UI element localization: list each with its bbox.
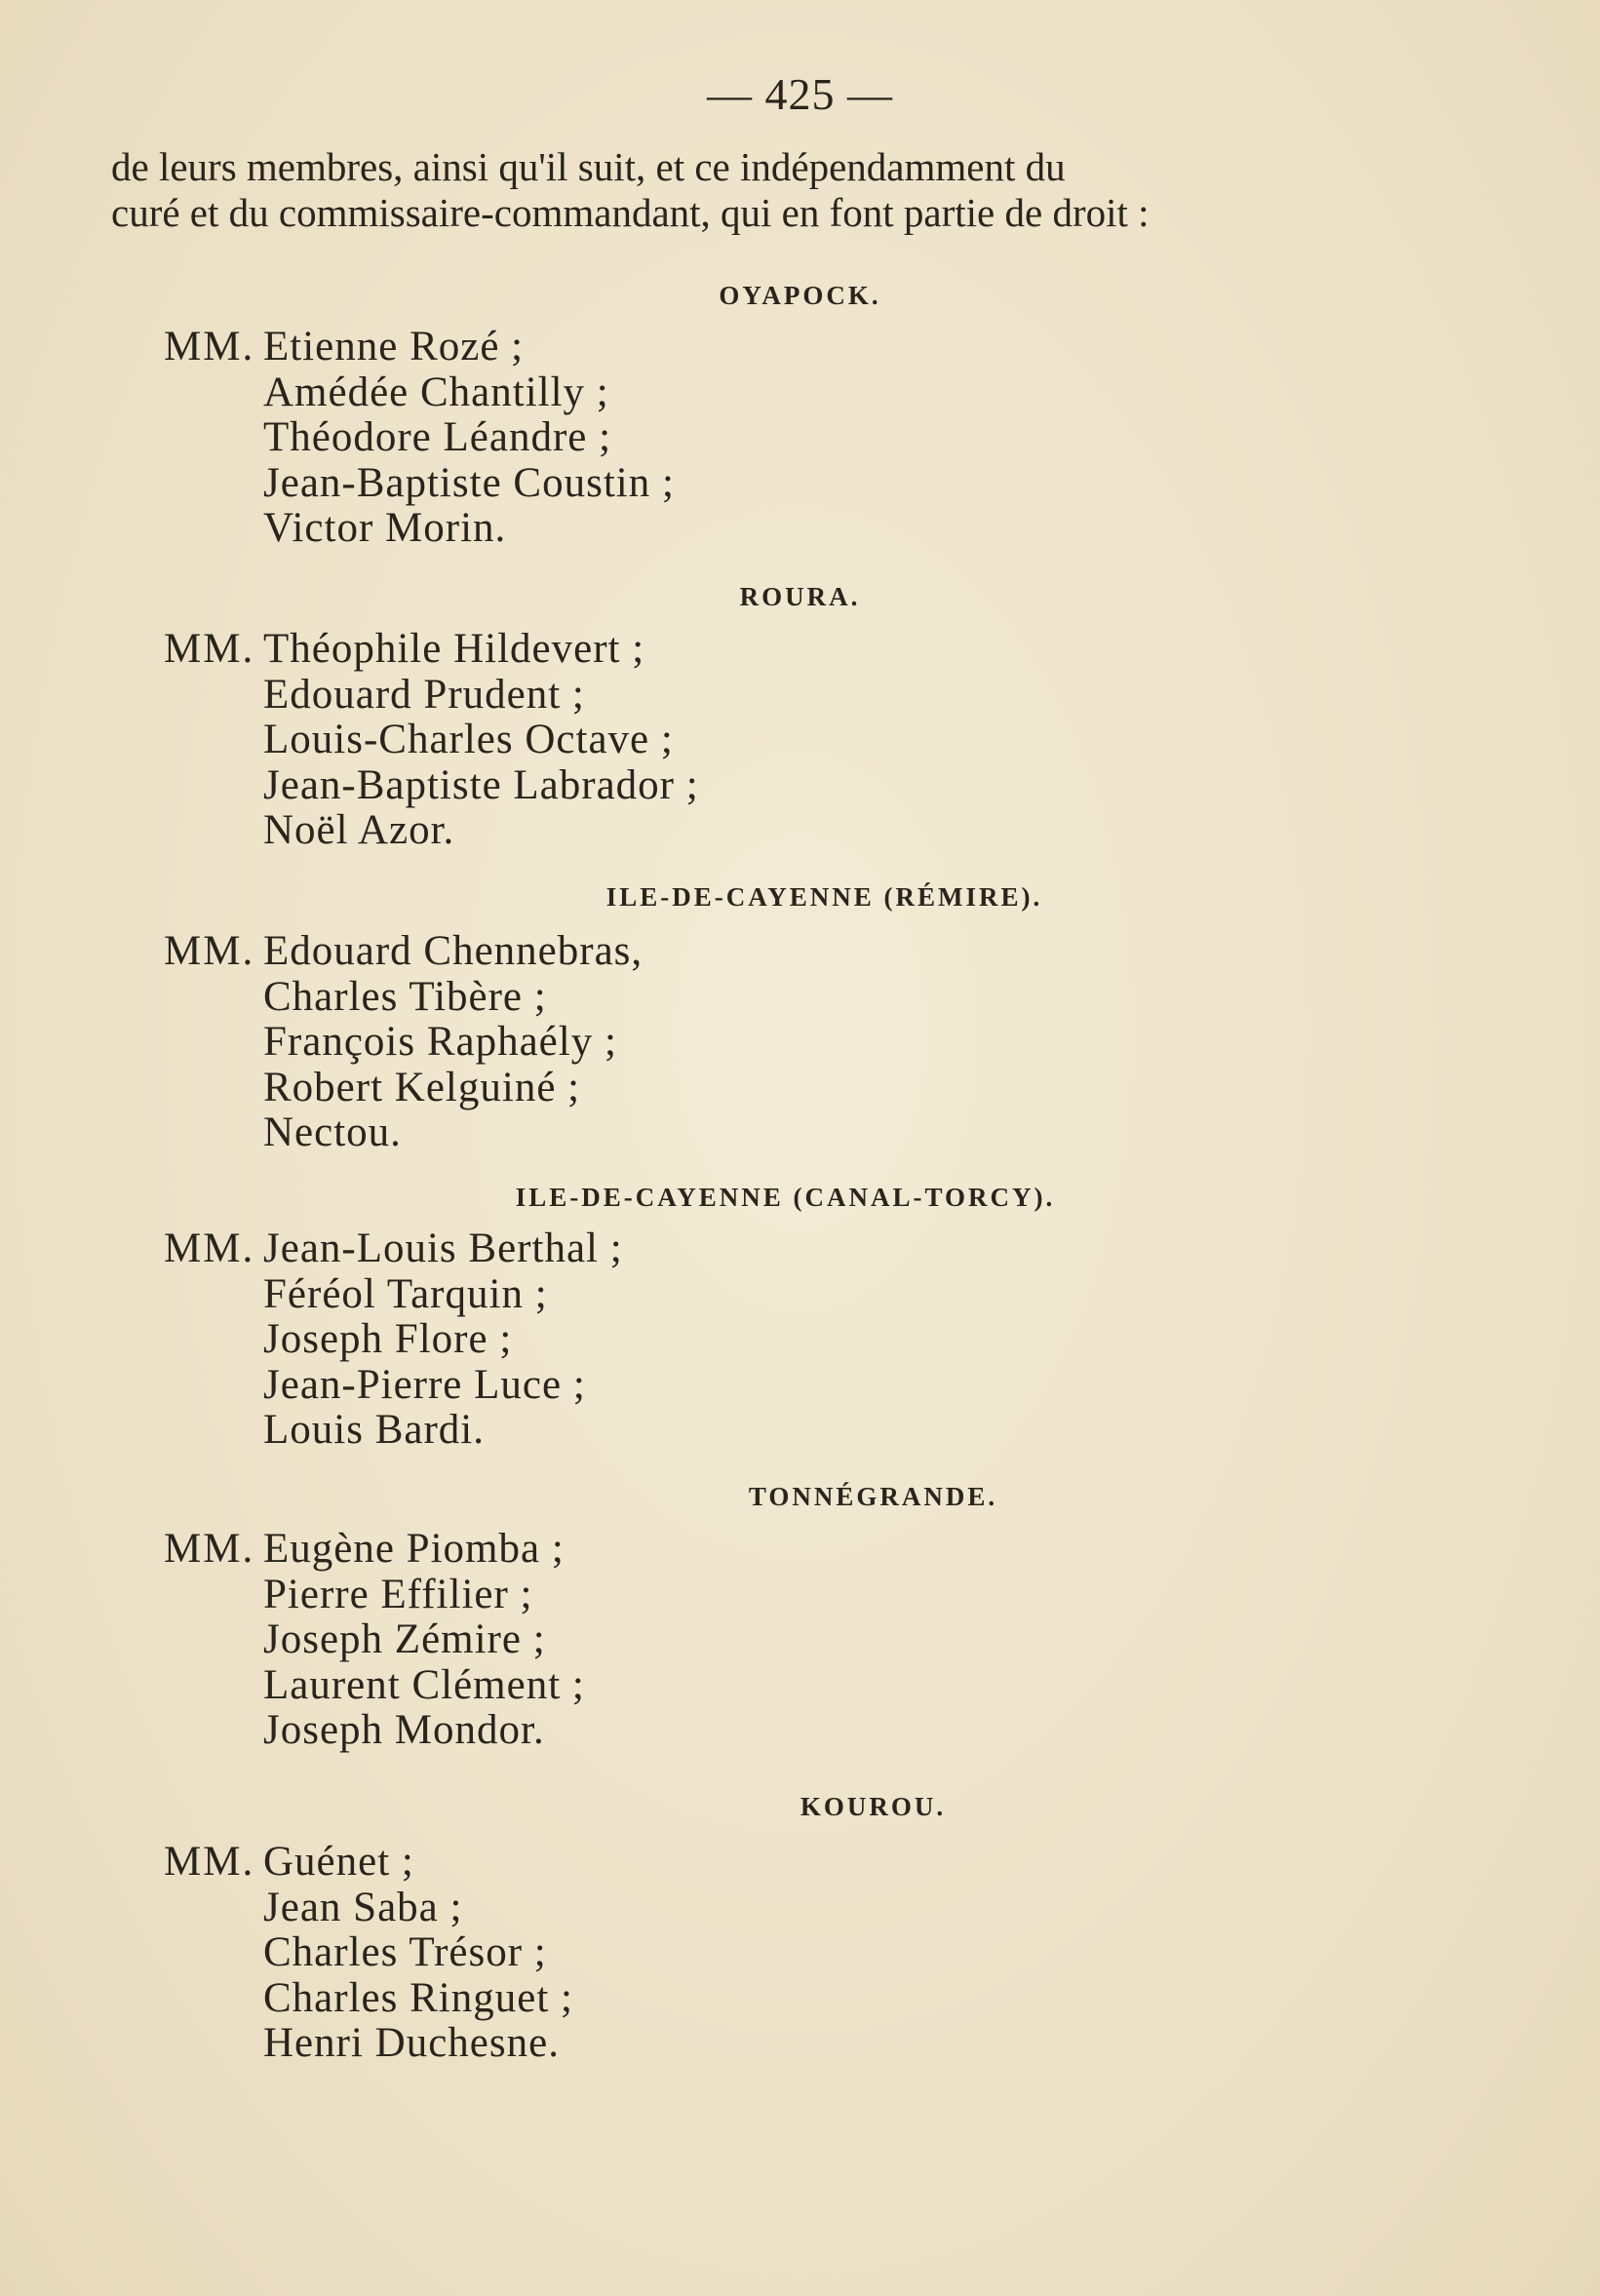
intro-paragraph (111, 144, 1398, 236)
member-name: Joseph Zémire ; (263, 1616, 546, 1662)
section-heading-oyapock: OYAPOCK. (719, 281, 881, 310)
list-item (164, 415, 675, 461)
list-item (164, 1020, 643, 1066)
member-name: Henri Duchesne. (263, 2020, 560, 2066)
honorific: MM. (164, 928, 255, 974)
list-item (164, 1317, 623, 1363)
member-name: Joseph Flore ; (263, 1316, 513, 1362)
list-item (164, 1617, 585, 1663)
honorific: MM. (164, 1226, 255, 1271)
member-name: Eugène Piomba ; (263, 1526, 565, 1572)
member-name: Charles Trésor ; (263, 1929, 547, 1975)
list-item (164, 1272, 623, 1318)
member-name: Charles Ringuet ; (263, 1974, 573, 2021)
member-name: Jean Saba ; (263, 1884, 463, 1930)
list-item (164, 1573, 585, 1618)
member-name: Laurent Clément ; (263, 1661, 585, 1708)
list-item (164, 673, 699, 719)
section-list-tonnegrande (164, 1527, 585, 1754)
list-item (164, 461, 675, 507)
list-item (164, 718, 699, 763)
member-name: Théodore Léandre ; (263, 414, 612, 460)
member-name: Louis-Charles Octave ; (263, 717, 674, 762)
section-heading-remire: ILE-DE-CAYENNE (RÉMIRE). (605, 882, 1043, 912)
list-item (164, 1930, 573, 1976)
list-item (164, 1226, 623, 1272)
member-name: Victor Morin. (263, 505, 507, 551)
member-name: Noël Azor. (263, 807, 455, 853)
member-name: Pierre Effilier ; (263, 1571, 533, 1617)
member-name: Jean-Louis Berthal ; (263, 1226, 623, 1271)
list-item (164, 325, 675, 370)
list-item (164, 763, 699, 809)
list-item (164, 506, 675, 552)
section-list-kourou (164, 1840, 573, 2067)
list-item (164, 808, 699, 854)
list-item (164, 1840, 573, 1886)
member-name: Guénet ; (263, 1839, 414, 1885)
intro-line: curé et du commissaire-commandant, qui en font partie de droit : (111, 190, 1150, 235)
list-item (164, 1708, 585, 1754)
member-name: Edouard Prudent ; (263, 671, 585, 718)
honorific: MM. (164, 626, 255, 672)
list-item (164, 1110, 643, 1156)
member-name: Féréol Tarquin ; (263, 1270, 548, 1317)
member-name: Robert Kelguiné ; (263, 1064, 581, 1110)
list-item (164, 1976, 573, 2022)
honorific: MM. (164, 1839, 255, 1885)
honorific: MM. (164, 324, 255, 370)
section-heading-tonnegrande: TONNÉGRANDE. (748, 1482, 998, 1511)
section-list-roura (164, 627, 699, 854)
member-name: François Raphaély ; (263, 1019, 617, 1065)
list-item (164, 1886, 573, 1931)
honorific: MM. (164, 1526, 255, 1572)
list-item (164, 370, 675, 416)
section-heading-kourou: KOUROU. (800, 1792, 947, 1821)
page-number: — 425 — (707, 69, 893, 119)
member-name: Jean-Baptiste Coustin ; (263, 459, 675, 506)
member-name: Jean-Pierre Luce ; (263, 1361, 586, 1408)
list-item (164, 1408, 623, 1454)
member-name: Nectou. (263, 1109, 402, 1155)
member-name: Théophile Hildevert ; (263, 626, 645, 672)
member-name: Etienne Rozé ; (263, 324, 525, 370)
member-name: Amédée Chantilly ; (263, 369, 609, 415)
list-item (164, 1527, 585, 1573)
list-item (164, 627, 699, 673)
section-list-canal-torcy (164, 1226, 623, 1454)
member-name: Charles Tibère ; (263, 973, 547, 1020)
section-list-oyapock (164, 325, 675, 552)
section-heading-canal-torcy: ILE-DE-CAYENNE (CANAL-TORCY). (515, 1183, 1056, 1212)
section-heading-roura: ROURA. (739, 582, 861, 611)
list-item (164, 2021, 573, 2067)
member-name: Joseph Mondor. (263, 1707, 545, 1753)
list-item (164, 1066, 643, 1111)
list-item (164, 929, 643, 975)
list-item (164, 1663, 585, 1709)
section-list-remire (164, 929, 643, 1156)
list-item (164, 975, 643, 1021)
intro-line: de leurs membres, ainsi qu'il suit, et ce indépendamment du (111, 144, 1066, 189)
list-item (164, 1363, 623, 1409)
member-name: Edouard Chennebras, (263, 928, 644, 974)
member-name: Jean-Baptiste Labrador ; (263, 761, 699, 808)
member-name: Louis Bardi. (263, 1407, 485, 1453)
